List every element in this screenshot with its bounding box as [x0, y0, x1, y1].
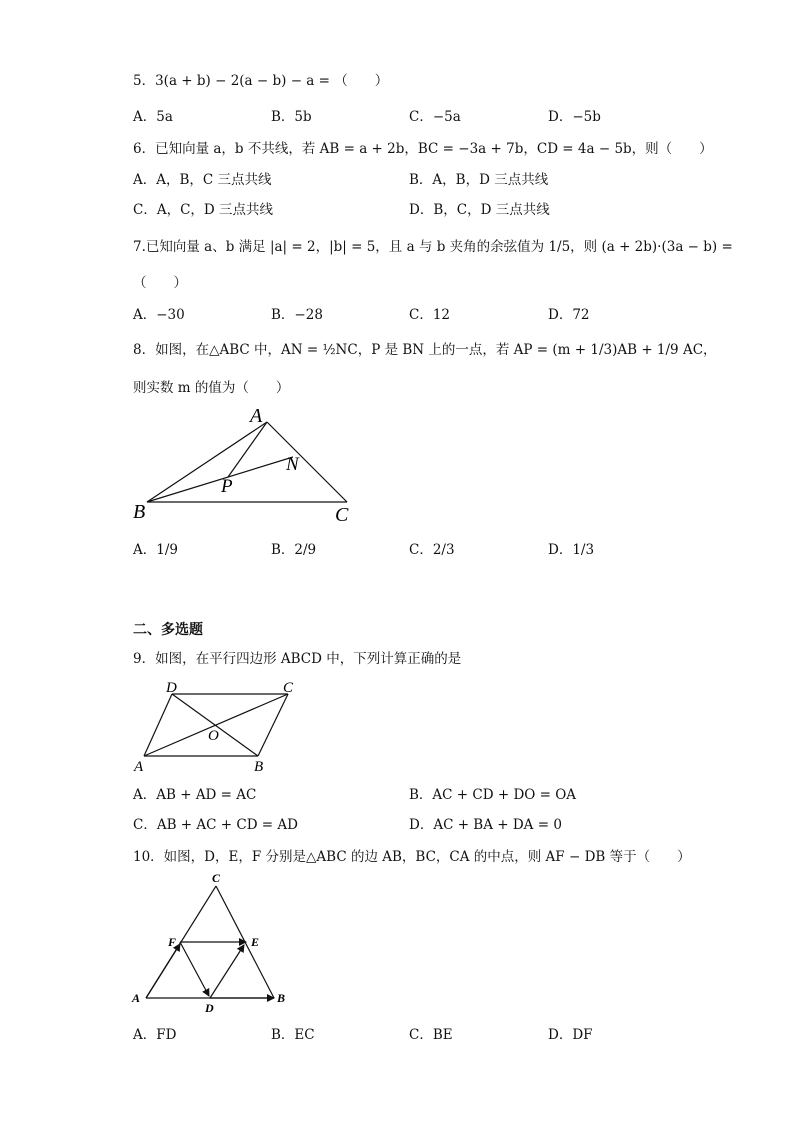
q10-label-a: A: [132, 991, 141, 1005]
q10-triangle-figure: [128, 868, 298, 1016]
q7-paren: （ ）: [133, 275, 187, 291]
q10-label-b: B: [277, 991, 286, 1005]
q8-label-c: C: [335, 504, 349, 526]
q5-option-d[interactable]: D．−5b: [548, 109, 601, 125]
q7-option-b[interactable]: B．−28: [271, 307, 323, 323]
q10-label-e: E: [251, 935, 260, 949]
q8-triangle-figure: [125, 400, 365, 530]
q6-option-b[interactable]: B．A，B，D 三点共线: [409, 172, 549, 188]
q10-label-c: C: [212, 871, 221, 885]
q7-option-d[interactable]: D．72: [548, 307, 590, 323]
q10-label-d: D: [205, 1001, 214, 1015]
q6-option-d[interactable]: D．B，C，D 三点共线: [409, 202, 550, 218]
q10-vector-af: [146, 944, 180, 998]
q8-label-n: N: [286, 454, 299, 475]
q10-option-c[interactable]: C．BE: [409, 1027, 453, 1043]
q9-stem: 9．如图，在平行四边形 ABCD 中，下列计算正确的是: [133, 651, 462, 667]
q5-option-c[interactable]: C．−5a: [409, 109, 461, 125]
q8-side-ba: [147, 422, 267, 502]
q8-side-ac: [267, 422, 347, 502]
q9-side-da: [144, 694, 172, 756]
q10-vector-fd: [180, 942, 209, 996]
q10-option-b[interactable]: B．EC: [271, 1027, 315, 1043]
q10-stem: 10．如图，D，E，F 分别是△ABC 的边 AB，BC，CA 的中点，则 AF − DB 等于（ ）: [133, 849, 691, 865]
q8-label-b: B: [133, 501, 146, 523]
q7-stem: 7.已知向量 a、b 满足 |a| = 2，|b| = 5，且 a 与 b 夹角的余弦值为 1/5，则 (a + 2b)·(3a − b) =: [133, 239, 733, 255]
q7-option-a[interactable]: A．−30: [133, 307, 185, 323]
q8-label-a: A: [250, 405, 263, 427]
q8-option-c[interactable]: C．2/3: [409, 542, 455, 558]
q9-option-a[interactable]: A．AB + AD = AC: [133, 787, 257, 803]
q9-label-c: C: [283, 680, 294, 696]
q5-option-a[interactable]: A．5a: [133, 109, 173, 125]
q9-label-d: D: [166, 680, 177, 696]
q5-option-b[interactable]: B．5b: [271, 109, 312, 125]
q9-option-d[interactable]: D．AC + BA + DA = 0: [409, 817, 562, 833]
q8-option-b[interactable]: B．2/9: [271, 542, 317, 558]
section-title-multi-choice: 二、多选题: [133, 622, 203, 638]
q8-stem-2: 则实数 m 的值为（ ）: [133, 380, 290, 396]
q8-option-d[interactable]: D．1/3: [548, 542, 595, 558]
q8-option-a[interactable]: A．1/9: [133, 542, 178, 558]
q10-vector-de: [210, 945, 244, 998]
q10-label-f: F: [168, 935, 177, 949]
q9-option-c[interactable]: C．AB + AC + CD = AD: [133, 817, 298, 833]
q9-label-o: O: [208, 728, 219, 744]
q8-segment-ap: [228, 422, 267, 477]
q10-option-a[interactable]: A．FD: [133, 1027, 177, 1043]
q5-stem: 5．3(a + b) − 2(a − b) − a = （ ）: [133, 73, 389, 89]
q9-label-b: B: [254, 759, 264, 775]
q6-option-a[interactable]: A．A，B，C 三点共线: [133, 172, 272, 188]
q9-parallelogram-figure: [130, 676, 310, 776]
q9-side-bc: [258, 694, 288, 756]
q6-option-c[interactable]: C．A，C，D 三点共线: [133, 202, 274, 218]
q7-option-c[interactable]: C．12: [409, 307, 451, 323]
q9-diagonal-bd: [172, 694, 258, 756]
q8-stem: 8．如图，在△ABC 中，AN = ½NC，P 是 BN 上的一点，若 AP = (m + 1/3)AB + 1/9 AC，: [133, 342, 717, 358]
q9-option-b[interactable]: B．AC + CD + DO = OA: [409, 787, 577, 803]
q10-option-d[interactable]: D．DF: [548, 1027, 593, 1043]
q6-stem: 6．已知向量 a，b 不共线，若 AB = a + 2b，BC = −3a + 7b，CD = 4a − 5b，则（ ）: [133, 141, 713, 157]
q8-label-p: P: [221, 476, 233, 497]
q9-label-a: A: [134, 759, 144, 775]
q8-segment-bn: [147, 457, 293, 502]
